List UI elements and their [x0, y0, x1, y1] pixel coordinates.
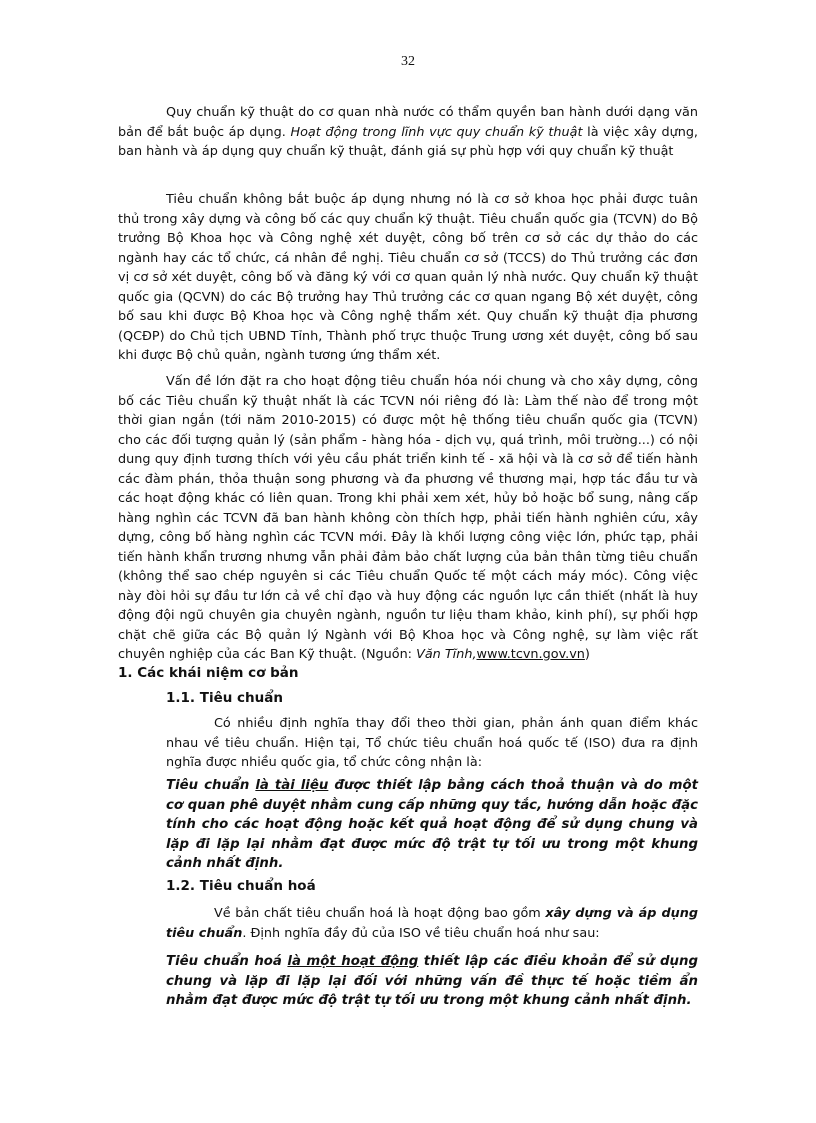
p1-emphasis: Hoạt động trong lĩnh vực quy chuẩn kỹ thuật	[290, 124, 583, 140]
subsection-heading-standard: 1.1. Tiêu chuẩn	[166, 690, 283, 706]
def2-underlined: là một hoạt động	[287, 954, 419, 969]
p5-text-c: . Định nghĩa đầy đủ của ISO về tiêu chuẩn hoá như sau:	[242, 925, 600, 941]
def1-text-a: Tiêu chuẩn	[166, 778, 256, 793]
p3-text: Vấn đề lớn đặt ra cho hoạt động tiêu chuẩn hóa nói chung và cho xây dựng, công bố các Tiêu chuẩn kỹ thuật nhất là các TCVN nói riêng đó là: Làm thế nào để trong một thời gian ngắn (tới năm 2010-2015) có được một hệ thống tiêu chuẩn quốc gia (TCVN) cho các đối tượng quản lý (sản phẩm - hàng hóa - dịch vụ, quá trình, môi trường...) có nội dung quy định tương thích với yêu cầu phát triển kinh tế - xã hội và là cơ sở để tiến hành các đàm phán, thỏa thuận song phương và đa phương về thương mại, hợp tác đầu tư và các hoạt động khác có liên quan. Trong khi phải xem xét, hủy bỏ hoặc bổ sung, nâng cấp hàng nghìn các TCVN đã ban hành không còn thích hợp, phải tiến hành nghiên cứu, xây dựng, công bố hàng nghìn các TCVN mới. Đây là khối lượng công việc lớn, phức tạp, phải tiến hành khẩn trương nhưng vẫn phải đảm bảo chất lượng của bản thân từng tiêu chuẩn (không thể sao chép nguyên si các Tiêu chuẩn Quốc tế một cách máy móc). Công việc này đòi hỏi sự đầu tư lớn cả về chỉ đạo và huy động các nguồn lực cần thiết (nhất là huy động đội ngũ chuyên gia chuyên ngành, nguồn tư liệu tham khảo, kinh phí), sự phối hợp chặt chẽ giữa các Bộ quản lý Ngành với Bộ Khoa học và Công nghệ, sự làm việc rất chuyên nghiệp của các Ban Kỹ thuật. (Nguồn:	[118, 374, 698, 662]
p5-text-a: Về bản chất tiêu chuẩn hoá là hoạt động bao gồm	[214, 906, 546, 921]
paragraph-standardization-issue	[118, 372, 698, 665]
definition-standard	[166, 776, 698, 874]
def1-underlined: là tài liệu	[255, 778, 329, 793]
source-author: Văn Tĩnh,	[416, 647, 477, 662]
source-link[interactable]: www.tcvn.gov.vn	[476, 647, 585, 662]
def2-text-c: thiết lập các điều khoản để sử dụng chung và lặp đi lặp lại đối với những vấn đề thực tế hoặc tiềm ẩn nhằm đạt được mức độ trật tự tối ưu trong một khung cảnh nhất định.	[166, 954, 698, 1008]
paragraph-standards: Tiêu chuẩn không bắt buộc áp dụng nhưng nó là cơ sở khoa học phải được tuân thủ trong xây dựng và công bố các quy chuẩn kỹ thuật. Tiêu chuẩn quốc gia (TCVN) do Bộ trưởng Bộ Khoa học và Công nghệ xét duyệt, công bố trên cơ sở các dự thảo do các ngành hay các tổ chức, cá nhân đề nghị. Tiêu chuẩn cơ sở (TCCS) do Thủ trưởng các đơn vị cơ sở xét duyệt, công bố và đăng ký với cơ quan quản lý nhà nước. Quy chuẩn kỹ thuật quốc gia (QCVN) do các Bộ trưởng hay Thủ trưởng các cơ quan ngang Bộ xét duyệt, công bố sau khi được Bộ Khoa học và Công nghệ thẩm xét. Quy chuẩn kỹ thuật địa phương (QCĐP) do Chủ tịch UBND Tỉnh, Thành phố trực thuộc Trung ương xét duyệt, công bố sau khi được Bộ chủ quản, ngành tương ứng thẩm xét.	[118, 192, 698, 363]
definition-standardization	[166, 952, 698, 1011]
paragraph-technical-regulation	[118, 103, 698, 162]
def1-text-c: được thiết lập bằng cách thoả thuận và do một cơ quan phê duyệt nhằm cung cấp những quy tắc, hướng dẫn hoặc đặc tính cho các hoạt động hoặc kết quả hoạt động để sử dụng chung và lặp đi lặp lại nhằm đạt được mức độ trật tự tối ưu trong một khung cảnh nhất định.	[166, 778, 699, 871]
p3-close: )	[584, 647, 590, 662]
subsection-heading-standardization: 1.2. Tiêu chuẩn hoá	[166, 878, 316, 894]
p5-emphasis: xây dựng và áp dụng tiêu chuẩn	[166, 906, 698, 941]
section-heading-basic-concepts: 1. Các khái niệm cơ bản	[118, 665, 299, 681]
paragraph-standardization-nature	[166, 904, 698, 943]
page-number: 32	[401, 54, 415, 69]
p1-text-a: Quy chuẩn kỹ thuật do cơ quan nhà nước có thẩm quyền ban hành dưới dạng văn bản để bắt buộc áp dụng.	[118, 105, 698, 140]
p1-text-c: là việc xây dựng, ban hành và áp dụng quy chuẩn kỹ thuật, đánh giá sự phù hợp với quy chuẩn kỹ thuật	[118, 124, 699, 159]
paragraph-standard-definitions: Có nhiều định nghĩa thay đổi theo thời gian, phản ánh quan điểm khác nhau về tiêu chuẩn. Hiện tại, Tổ chức tiêu chuẩn hoá quốc tế (ISO) đưa ra định nghĩa được nhiều quốc gia, tổ chức công nhận là:	[166, 716, 698, 770]
def2-text-a: Tiêu chuẩn hoá	[166, 954, 288, 969]
